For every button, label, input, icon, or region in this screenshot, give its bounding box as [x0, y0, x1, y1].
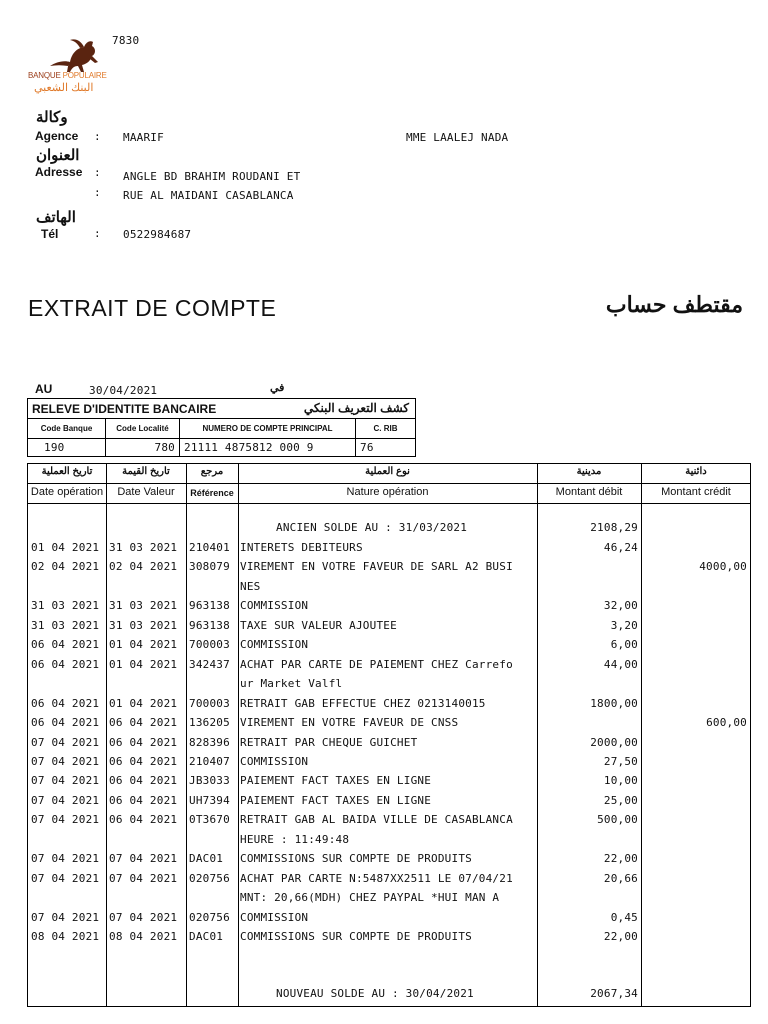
reference: 700003	[189, 638, 230, 652]
colon: :	[94, 130, 101, 143]
date-operation: 07 04 2021	[31, 774, 100, 788]
date-operation: 06 04 2021	[31, 657, 100, 671]
date-valeur: 08 04 2021	[109, 930, 178, 943]
date-operation: 07 04 2021	[31, 871, 100, 885]
reference: 308079	[189, 560, 230, 574]
ancien-solde-debit: 2108,29	[590, 521, 638, 534]
nature-operation: PAIEMENT FACT TAXES EN LIGNE	[240, 774, 432, 788]
reference: DAC01	[189, 930, 224, 943]
date-operation: 07 04 2021	[31, 735, 100, 749]
date-operation: 07 04 2021	[31, 852, 100, 866]
montant-debit: 22,00	[603, 852, 638, 866]
nature-operation: COMMISSION	[240, 910, 309, 924]
table-row	[28, 596, 750, 615]
montant-debit: 22,00	[603, 930, 638, 943]
date-valeur: 01 04 2021	[109, 638, 178, 652]
nature-operation: HEURE : 11:49:48	[240, 832, 350, 846]
rib-header-numero: NUMERO DE COMPTE PRINCIPAL	[180, 419, 356, 439]
date-valeur: 01 04 2021	[109, 657, 178, 671]
nouveau-solde-debit: 2067,34	[590, 987, 638, 1000]
table-row	[28, 752, 750, 771]
table-row	[28, 771, 750, 790]
montant-credit: 600,00	[706, 716, 747, 730]
rib-title-cell	[28, 399, 416, 419]
montant-debit: 500,00	[597, 813, 638, 827]
table-row	[28, 557, 750, 576]
page-title-ar: مقتطف حساب	[605, 292, 743, 317]
date-operation: 02 04 2021	[31, 560, 100, 574]
date-valeur: 06 04 2021	[109, 793, 178, 807]
montant-debit: 0,45	[610, 910, 638, 924]
table-row	[28, 733, 750, 752]
header-debit-ar: مدينية	[576, 466, 602, 477]
date-valeur: 31 03 2021	[109, 541, 178, 554]
header-nature: Nature opération	[346, 486, 429, 498]
date-valeur: 02 04 2021	[109, 560, 178, 574]
nature-operation: COMMISSION	[240, 754, 309, 768]
table-row	[28, 830, 750, 849]
rib-header-code-localite: Code Localité	[106, 419, 180, 439]
montant-debit: 6,00	[610, 638, 638, 652]
nature-operation: RETRAIT GAB EFFECTUE CHEZ 0213140015	[240, 696, 486, 710]
montant-credit: 4000,00	[699, 560, 747, 574]
header-divider	[28, 503, 750, 504]
ancien-solde-row	[28, 518, 750, 537]
document-code: 7830	[112, 34, 140, 47]
agence-label-ar: وكالة	[36, 109, 68, 126]
adresse-line1: ANGLE BD BRAHIM ROUDANI ET	[123, 170, 301, 183]
rib-title-fr: RELEVE D'IDENTITE BANCAIRE	[32, 401, 217, 416]
reference: 963138	[189, 599, 230, 613]
date-operation: 31 03 2021	[31, 599, 100, 613]
reference: 700003	[189, 696, 230, 710]
reference: JB3033	[189, 774, 230, 788]
nature-operation: COMMISSIONS SUR COMPTE DE PRODUITS	[240, 852, 472, 866]
reference: 342437	[189, 657, 230, 671]
period-au-label: AU	[35, 382, 53, 396]
date-valeur: 06 04 2021	[109, 735, 178, 749]
nature-operation: INTERETS DEBITEURS	[240, 541, 363, 554]
period-label-ar: في	[270, 382, 285, 394]
rib-code-localite: 780	[106, 439, 180, 457]
date-operation: 07 04 2021	[31, 793, 100, 807]
montant-debit: 27,50	[603, 754, 638, 768]
nouveau-solde-row	[28, 984, 750, 1003]
table-row	[28, 791, 750, 810]
table-row	[28, 927, 750, 946]
header-divider	[28, 483, 750, 484]
date-valeur: 31 03 2021	[109, 599, 178, 613]
nature-operation: RETRAIT PAR CHEQUE GUICHET	[240, 735, 418, 749]
montant-debit: 32,00	[603, 599, 638, 613]
nature-operation: NES	[240, 579, 261, 593]
reference: 828396	[189, 735, 230, 749]
date-valeur: 07 04 2021	[109, 910, 178, 924]
tel-value: 0522984687	[123, 228, 192, 241]
ancien-solde-label: ANCIEN SOLDE AU : 31/03/2021	[276, 521, 468, 534]
nature-operation: ACHAT PAR CARTE N:5487XX2511 LE 07/04/21	[240, 871, 513, 885]
date-valeur: 31 03 2021	[109, 618, 178, 632]
adresse-line2: RUE AL MAIDANI CASABLANCA	[123, 189, 294, 202]
rib-table	[27, 398, 416, 457]
reference: 0T3670	[189, 813, 230, 827]
header-ref-ar: مرجع	[200, 466, 224, 477]
colon: :	[94, 227, 101, 240]
reference: 020756	[189, 871, 230, 885]
nature-operation: ACHAT PAR CARTE DE PAIEMENT CHEZ Carrefo	[240, 657, 513, 671]
agence-label-fr: Agence	[35, 129, 79, 143]
date-operation: 01 04 2021	[31, 541, 100, 554]
table-row	[28, 694, 750, 713]
header-debit: Montant débit	[555, 486, 623, 498]
montant-debit: 2000,00	[590, 735, 638, 749]
table-row	[28, 616, 750, 635]
page-title-fr: EXTRAIT DE COMPTE	[28, 295, 277, 321]
table-row	[28, 810, 750, 829]
table-row	[28, 635, 750, 654]
rib-header-code-banque: Code Banque	[28, 419, 106, 439]
rib-header-crib: C. RIB	[356, 419, 416, 439]
rib-code-banque: 190	[28, 439, 106, 457]
tel-label-fr: Tél	[41, 227, 59, 241]
rib-crib: 76	[356, 439, 416, 457]
nature-operation: MNT: 20,66(MDH) CHEZ PAYPAL *HUI MAN A	[240, 891, 500, 905]
reference: UH7394	[189, 793, 230, 807]
date-valeur: 06 04 2021	[109, 754, 178, 768]
table-row	[28, 888, 750, 907]
header-date-op-ar: تاريخ العملية	[41, 466, 93, 477]
reference: DAC01	[189, 852, 224, 866]
rib-numero: 21111 4875812 000 9	[180, 439, 356, 457]
agence-value: MAARIF	[123, 131, 164, 144]
date-operation: 07 04 2021	[31, 910, 100, 924]
nature-operation: ur Market Valfl	[240, 677, 343, 691]
montant-debit: 46,24	[603, 541, 638, 554]
date-valeur: 06 04 2021	[109, 716, 178, 730]
table-row	[28, 674, 750, 693]
date-operation: 06 04 2021	[31, 638, 100, 652]
nature-operation: RETRAIT GAB AL BAIDA VILLE DE CASABLANCA	[240, 813, 513, 827]
reference: 020756	[189, 910, 230, 924]
header-credit: Montant crédit	[661, 486, 731, 498]
table-row	[28, 908, 750, 927]
date-operation: 06 04 2021	[31, 696, 100, 710]
table-row	[28, 869, 750, 888]
header-credit-ar: دائنية	[685, 466, 707, 477]
adresse-label-fr: Adresse	[35, 165, 83, 179]
header-ref: Référence	[190, 488, 234, 498]
colon: :	[94, 186, 101, 199]
header-date-op: Date opération	[30, 486, 104, 498]
header-date-val-ar: تاريخ القيمة	[122, 466, 170, 477]
colon: :	[94, 166, 101, 179]
nature-operation: COMMISSIONS SUR COMPTE DE PRODUITS	[240, 930, 472, 943]
date-valeur: 06 04 2021	[109, 813, 178, 827]
montant-debit: 10,00	[603, 774, 638, 788]
date-valeur: 07 04 2021	[109, 871, 178, 885]
bank-name-ar: البنك الشعبي	[34, 82, 94, 94]
reference: 963138	[189, 618, 230, 632]
date-operation: 08 04 2021	[31, 930, 100, 943]
montant-debit: 44,00	[603, 657, 638, 671]
montant-debit: 1800,00	[590, 696, 638, 710]
period-date: 30/04/2021	[89, 384, 158, 397]
date-operation: 06 04 2021	[31, 716, 100, 730]
reference: 210401	[189, 541, 230, 554]
client-name: MME LAALEJ NADA	[406, 131, 509, 144]
date-valeur: 07 04 2021	[109, 852, 178, 866]
table-row	[28, 538, 750, 557]
nature-operation: VIREMENT EN VOTRE FAVEUR DE CNSS	[240, 716, 459, 730]
table-row	[28, 849, 750, 868]
nature-operation: COMMISSION	[240, 638, 309, 652]
header-nature-ar: نوع العملية	[365, 466, 410, 477]
date-valeur: 01 04 2021	[109, 696, 178, 710]
header-date-val: Date Valeur	[117, 486, 175, 498]
table-row	[28, 713, 750, 732]
table-row	[28, 577, 750, 596]
nature-operation: VIREMENT EN VOTRE FAVEUR DE SARL A2 BUSI	[240, 560, 513, 574]
montant-debit: 20,66	[603, 871, 638, 885]
transactions-table	[27, 463, 751, 1007]
date-valeur: 06 04 2021	[109, 774, 178, 788]
tel-label-ar: الهاتف	[36, 209, 76, 226]
adresse-label-ar: العنوان	[36, 147, 80, 164]
date-operation: 07 04 2021	[31, 813, 100, 827]
nouveau-solde-label: NOUVEAU SOLDE AU : 30/04/2021	[276, 987, 474, 1000]
reference: 136205	[189, 716, 230, 730]
montant-debit: 25,00	[603, 793, 638, 807]
bank-name-fr: BANQUE POPULAIRE	[28, 71, 107, 80]
table-row	[28, 655, 750, 674]
nature-operation: TAXE SUR VALEUR AJOUTEE	[240, 618, 397, 632]
reference: 210407	[189, 754, 230, 768]
nature-operation: PAIEMENT FACT TAXES EN LIGNE	[240, 793, 432, 807]
rib-title-ar: كشف التعريف البنكي	[303, 401, 409, 415]
date-operation: 07 04 2021	[31, 754, 100, 768]
nature-operation: COMMISSION	[240, 599, 309, 613]
date-operation: 31 03 2021	[31, 618, 100, 632]
montant-debit: 3,20	[610, 618, 638, 632]
